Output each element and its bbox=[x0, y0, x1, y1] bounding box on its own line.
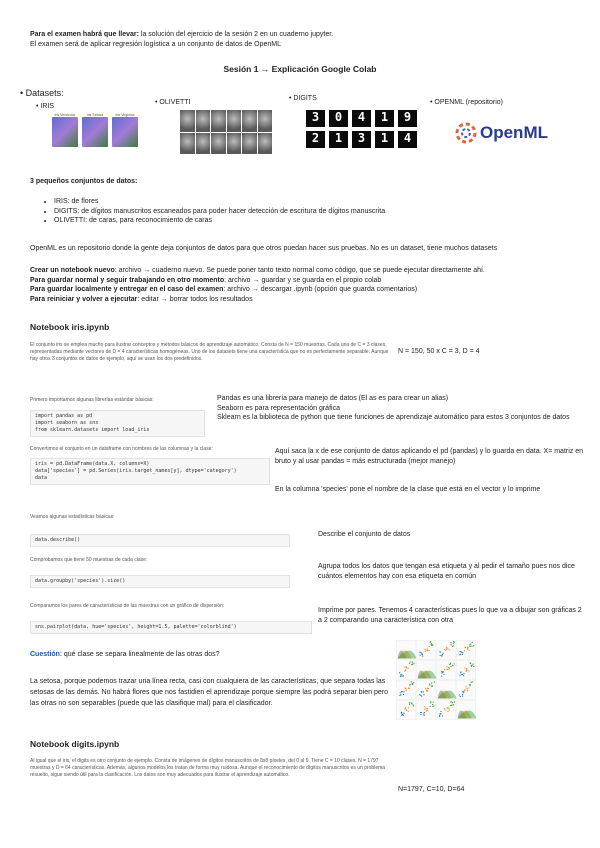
scatter-point bbox=[404, 709, 405, 710]
scatter-point bbox=[463, 673, 464, 674]
scatter-point bbox=[462, 652, 463, 653]
scatter-point bbox=[408, 707, 409, 708]
load-note: Aquí saca la x de ese conjunto de datos aplicando el pd (pandas) y lo guarda en data. X= matriz en bruto y al usar pandas = más estructurada (mejor manejo) bbox=[275, 448, 584, 465]
digits-notebook-desc: Al igual que el iris, el digits es otro conjunto de ejemplo. Consta de imágenes de dígitos manuscritos de 8x8 píxeles, del 0 al 9. Tiene C = 10 clases, N = 1797 muestras y D = 64 características. Además, algunos modelos los tratan de forma muy ruidosa. Aunque el reconocimiento de dígitos manuscritos es un problema resuelto, sigue siendo útil para la clasificación. Los datos son muy adecuados para ilustrar el aprendizaje automático. bbox=[30, 758, 386, 778]
pairplot-cell bbox=[437, 661, 456, 680]
scatter-point bbox=[423, 691, 424, 692]
scatter-point bbox=[427, 650, 428, 651]
scatter-point bbox=[442, 672, 443, 673]
code-line: import seaborn as sns bbox=[35, 420, 99, 426]
scatter-point bbox=[461, 674, 462, 675]
scatter-point bbox=[439, 713, 440, 714]
iris-thumbs bbox=[52, 113, 142, 158]
scatter-point bbox=[422, 654, 423, 655]
scatter-point bbox=[428, 688, 429, 689]
scatter-point bbox=[413, 704, 414, 705]
scatter-point bbox=[440, 655, 441, 656]
scatter-point bbox=[453, 643, 454, 644]
scatter-point bbox=[471, 666, 472, 667]
scatter-point bbox=[461, 652, 462, 653]
scatter-point bbox=[463, 675, 464, 676]
scatter-point bbox=[419, 694, 420, 695]
scatter-point bbox=[430, 702, 431, 703]
scatter-point bbox=[427, 690, 428, 691]
scatter-point bbox=[445, 650, 446, 651]
iris-versicolor-image bbox=[52, 117, 78, 147]
scatter-point bbox=[460, 654, 461, 655]
scatter-point bbox=[454, 701, 455, 702]
digit-glyph: 1 bbox=[329, 131, 348, 148]
iris-caption: Iris Setosa bbox=[86, 113, 104, 117]
scatter-point bbox=[412, 663, 413, 664]
iris-ncd: N = 150, 50 x C = 3, D = 4 bbox=[398, 348, 480, 355]
scatter-point bbox=[449, 649, 450, 650]
scatter-point bbox=[468, 650, 469, 651]
exam-note-bold: Para el examen habrá que llevar: bbox=[30, 31, 139, 38]
scatter-point bbox=[452, 665, 453, 666]
scatter-point bbox=[412, 661, 413, 662]
digit-glyph: 4 bbox=[352, 110, 371, 127]
scatter-point bbox=[400, 674, 401, 675]
scatter-point bbox=[402, 691, 403, 692]
scatter-point bbox=[424, 706, 425, 707]
scatter-point bbox=[430, 701, 431, 702]
pairplot-cell bbox=[457, 661, 476, 680]
scatter-point bbox=[444, 649, 445, 650]
species-note: En la columna 'species' pone el nombre de la clase que está en el vector y lo imprime bbox=[275, 486, 541, 493]
scatter-point bbox=[408, 711, 409, 712]
digits-label: • DIGITS bbox=[289, 95, 317, 102]
small-sets-title: 3 pequeños conjuntos de datos: bbox=[30, 178, 138, 185]
scatter-point bbox=[406, 666, 407, 667]
scatter-point bbox=[471, 646, 472, 647]
exam-note-rest: la solución del ejercicio de la sesión 2 en un cuaderno jupyter. bbox=[138, 31, 334, 38]
scatter-point bbox=[401, 712, 402, 713]
iris-caption: Iris Versicolor bbox=[54, 113, 76, 117]
scatter-point bbox=[400, 692, 401, 693]
scatter-point bbox=[470, 643, 471, 644]
scatter-point bbox=[459, 654, 460, 655]
colab-step: Crear un notebook nuevo: archivo → cuaderno nuevo. Se puede poner tanto texto normal como código, que se puede ejecutar directamente ahí. bbox=[30, 267, 485, 274]
scatter-point bbox=[446, 649, 447, 650]
scatter-point bbox=[401, 674, 402, 675]
code-line: from sklearn.datasets import load_iris bbox=[35, 427, 150, 433]
scatter-point bbox=[421, 691, 422, 692]
colab-steps bbox=[30, 266, 585, 304]
scatter-point bbox=[404, 666, 405, 667]
scatter-point bbox=[454, 642, 455, 643]
scatter-point bbox=[462, 694, 463, 695]
scatter-point bbox=[405, 669, 406, 670]
scatter-point bbox=[462, 654, 463, 655]
scatter-point bbox=[459, 694, 460, 695]
scatter-point bbox=[465, 647, 466, 648]
pair-note: Imprime por pares. Tenemos 4 características pues lo que va a dibujar son gráficas 2 a 2 comparando una característica con otra bbox=[318, 607, 582, 624]
pairplot-image bbox=[396, 640, 478, 722]
scatter-point bbox=[464, 667, 465, 668]
scatter-point bbox=[441, 676, 442, 677]
stats-code-cell[interactable]: data.describe() bbox=[30, 534, 290, 547]
pairplot-cell bbox=[417, 641, 436, 660]
scatter-point bbox=[451, 644, 452, 645]
scatter-point bbox=[472, 681, 473, 682]
scatter-point bbox=[419, 652, 420, 653]
digit-glyph: 0 bbox=[329, 110, 348, 127]
scatter-point bbox=[467, 687, 468, 688]
load-code-cell[interactable] bbox=[30, 458, 270, 485]
scatter-point bbox=[403, 694, 404, 695]
pairplot-cell bbox=[417, 701, 436, 720]
scatter-point bbox=[470, 682, 471, 683]
scatter-point bbox=[464, 650, 465, 651]
digit-glyph: 4 bbox=[398, 131, 417, 148]
iris-virginica-image bbox=[112, 117, 138, 147]
exam-note-line2: El examen será de aplicar regresión logística a un conjunto de datos de OpenML bbox=[30, 40, 281, 48]
scatter-point bbox=[399, 695, 400, 696]
code-line: import pandas as pd bbox=[35, 413, 93, 419]
stats-label: Veamos algunas estadísticas básicas: bbox=[30, 514, 115, 520]
scatter-point bbox=[430, 706, 431, 707]
scatter-point bbox=[404, 671, 405, 672]
digits-notebook-heading: Notebook digits.ipynb bbox=[30, 739, 120, 749]
scatter-point bbox=[413, 663, 414, 664]
colab-step: Para guardar localmente y entregar en el caso del examen: archivo → descargar .ipynb (opción que guarda comentarios) bbox=[30, 286, 418, 293]
small-sets-list bbox=[40, 197, 580, 226]
scatter-point bbox=[413, 705, 414, 706]
scatter-point bbox=[409, 702, 410, 703]
scatter-point bbox=[409, 663, 410, 664]
scatter-point bbox=[450, 666, 451, 667]
count-label: Comprobamos que tiene 50 muestras de cada clase: bbox=[30, 557, 148, 563]
scatter-point bbox=[430, 641, 431, 642]
scatter-point bbox=[421, 695, 422, 696]
scatter-point bbox=[466, 668, 467, 669]
scatter-point bbox=[411, 681, 412, 682]
scatter-point bbox=[427, 688, 428, 689]
digit-glyph: 3 bbox=[352, 131, 371, 148]
openml-mark-icon bbox=[455, 122, 477, 144]
scatter-point bbox=[459, 651, 460, 652]
scatter-point bbox=[466, 670, 467, 671]
iris-caption: Iris Virginica bbox=[115, 113, 135, 117]
pairplot-cell bbox=[417, 681, 436, 700]
scatter-point bbox=[399, 672, 400, 673]
scatter-point bbox=[473, 645, 474, 646]
scatter-point bbox=[473, 663, 474, 664]
scatter-point bbox=[450, 701, 451, 702]
digit-glyph: 1 bbox=[375, 110, 394, 127]
code-line: data bbox=[35, 475, 48, 481]
list-item: • DIGITS: de dígitos manuscritos escaneados para poder hacer detección de escritura de dígitos manuscrita bbox=[54, 207, 580, 217]
scatter-point bbox=[465, 686, 466, 687]
count-code-cell[interactable]: data.groupby('species').size() bbox=[30, 575, 290, 588]
digit-glyph: 2 bbox=[306, 131, 325, 148]
scatter-point bbox=[403, 713, 404, 714]
scatter-point bbox=[446, 669, 447, 670]
scatter-point bbox=[423, 714, 424, 715]
load-label: Convertimos el conjunto en un dataframe con nombres de las columnas y la clase: bbox=[30, 446, 213, 452]
scatter-point bbox=[427, 710, 428, 711]
scatter-point bbox=[453, 704, 454, 705]
openml-description: OpenML es un repositorio donde la gente deja conjuntos de datos para que otros puedan hacer sus pruebas. No es un dataset, tiene muchos datasets bbox=[30, 245, 498, 252]
scatter-point bbox=[446, 647, 447, 648]
colab-step: Para reiniciar y volver a ejecutar: editar → borrar todos los resultados bbox=[30, 295, 253, 303]
scatter-point bbox=[427, 708, 428, 709]
scatter-point bbox=[402, 675, 403, 676]
scatter-point bbox=[419, 655, 420, 656]
scatter-point bbox=[420, 714, 421, 715]
scatter-point bbox=[466, 688, 467, 689]
iris-label: • IRIS bbox=[36, 103, 55, 110]
scatter-point bbox=[442, 654, 443, 655]
page-title: Sesión 1 → Explicación Google Colab bbox=[223, 64, 377, 74]
scatter-point bbox=[442, 715, 443, 716]
iris-setosa-image bbox=[82, 117, 108, 147]
import-notes: Pandas es una librería para manejo de datos (El as es para crear un alias) Seaborn es para representación gráfica Sklearn es la biblioteca de python que tiene funciones de aprendizaje automático para estos 3 conjuntos de datos bbox=[217, 395, 570, 421]
exam-note bbox=[30, 30, 575, 49]
scatter-point bbox=[446, 707, 447, 708]
scatter-point bbox=[406, 709, 407, 710]
scatter-point bbox=[447, 711, 448, 712]
scatter-point bbox=[463, 691, 464, 692]
iris-notebook-heading: Notebook iris.ipynb bbox=[30, 322, 110, 332]
list-item: • IRIS: de flores bbox=[54, 197, 580, 207]
scatter-point bbox=[432, 704, 433, 705]
scatter-point bbox=[471, 665, 472, 666]
scatter-point bbox=[407, 668, 408, 669]
scatter-point bbox=[420, 652, 421, 653]
scatter-point bbox=[470, 663, 471, 664]
scatter-point bbox=[454, 663, 455, 664]
openml-wordmark: OpenML bbox=[480, 123, 548, 142]
scatter-point bbox=[459, 675, 460, 676]
scatter-point bbox=[449, 664, 450, 665]
scatter-point bbox=[473, 666, 474, 667]
scatter-point bbox=[462, 696, 463, 697]
scatter-point bbox=[462, 691, 463, 692]
scatter-point bbox=[441, 655, 442, 656]
import-label: Primero importamos algunas librerías estándar básicas: bbox=[30, 397, 154, 403]
scatter-point bbox=[427, 648, 428, 649]
openml-label: • OPENML (repositorio) bbox=[430, 99, 503, 106]
scatter-point bbox=[451, 705, 452, 706]
scatter-point bbox=[434, 682, 435, 683]
scatter-point bbox=[468, 670, 469, 671]
scatter-point bbox=[410, 661, 411, 662]
scatter-point bbox=[425, 651, 426, 652]
count-note: Agrupa todos los datos que tengan esa etiqueta y al pedir el tamaño pues nos dice cuántos elementos hay con esa etiqueta en común bbox=[318, 563, 575, 580]
olivetti-faces bbox=[180, 110, 272, 154]
scatter-point bbox=[413, 682, 414, 683]
scatter-point bbox=[462, 674, 463, 675]
import-code-cell[interactable] bbox=[30, 410, 205, 437]
scatter-point bbox=[409, 685, 410, 686]
scatter-point bbox=[423, 712, 424, 713]
scatter-point bbox=[432, 706, 433, 707]
scatter-point bbox=[423, 694, 424, 695]
scatter-point bbox=[448, 667, 449, 668]
scatter-point bbox=[431, 644, 432, 645]
scatter-point bbox=[467, 649, 468, 650]
scatter-point bbox=[425, 688, 426, 689]
scatter-point bbox=[405, 707, 406, 708]
code-line: iris = pd.DataFrame(data.X, columns=X) bbox=[35, 461, 150, 467]
code-line: data['species'] = pd.Series(iris.target_names[y], dtype='category') bbox=[35, 468, 237, 474]
scatter-point bbox=[424, 709, 425, 710]
scatter-point bbox=[401, 691, 402, 692]
scatter-point bbox=[429, 650, 430, 651]
datasets-header: • Datasets: bbox=[20, 88, 64, 98]
list-item: • OLIVETTI: de caras, para reconocimiento de caras bbox=[54, 216, 580, 226]
scatter-point bbox=[444, 669, 445, 670]
scatter-point bbox=[440, 651, 441, 652]
scatter-point bbox=[432, 685, 433, 686]
colab-step: Para guardar normal y seguir trabajando en otro momento: archivo → guardar y se guarda en el propio colab bbox=[30, 276, 382, 284]
scatter-point bbox=[429, 684, 430, 685]
scatter-point bbox=[400, 676, 401, 677]
scatter-point bbox=[445, 709, 446, 710]
scatter-point bbox=[467, 647, 468, 648]
scatter-point bbox=[430, 642, 431, 643]
scatter-point bbox=[443, 653, 444, 654]
scatter-point bbox=[460, 671, 461, 672]
scatter-point bbox=[406, 689, 407, 690]
digits-ncd: N=1797, C=10, D=64 bbox=[398, 786, 465, 793]
scatter-point bbox=[449, 709, 450, 710]
digits-samples bbox=[306, 110, 424, 148]
scatter-point bbox=[443, 674, 444, 675]
scatter-point bbox=[467, 690, 468, 691]
stats-note: Describe el conjunto de datos bbox=[318, 531, 411, 538]
olivetti-label: • OLIVETTI bbox=[155, 99, 191, 106]
digit-glyph: 3 bbox=[306, 110, 325, 127]
scatter-point bbox=[440, 711, 441, 712]
scatter-point bbox=[469, 684, 470, 685]
scatter-point bbox=[463, 692, 464, 693]
scatter-point bbox=[450, 642, 451, 643]
scatter-point bbox=[421, 712, 422, 713]
scatter-point bbox=[431, 683, 432, 684]
scatter-point bbox=[446, 666, 447, 667]
pair-label: Comparamos los pares de características de las muestras con un gráfico de dispersión: bbox=[30, 603, 225, 609]
digit-glyph: 1 bbox=[375, 131, 394, 148]
scatter-point bbox=[402, 714, 403, 715]
openml-logo bbox=[455, 122, 548, 144]
scatter-point bbox=[472, 642, 473, 643]
scatter-point bbox=[400, 694, 401, 695]
scatter-point bbox=[448, 708, 449, 709]
answer: La setosa, porque podemos trazar una línea recta, casi con cualquiera de las características, que separa todas las setosas de las demás. No habrá flores que nos fastidien el aprendizaje porque siempre las podrá separar bien pero las otras no son separables (puede que las clasifique mal) para el clasificador. bbox=[30, 678, 388, 707]
scatter-point bbox=[426, 708, 427, 709]
digit-glyph: 9 bbox=[398, 110, 417, 127]
scatter-point bbox=[464, 690, 465, 691]
scatter-point bbox=[422, 656, 423, 657]
scatter-point bbox=[403, 691, 404, 692]
scatter-point bbox=[403, 715, 404, 716]
scatter-point bbox=[444, 708, 445, 709]
scatter-point bbox=[411, 702, 412, 703]
scatter-point bbox=[412, 684, 413, 685]
scatter-point bbox=[469, 644, 470, 645]
scatter-point bbox=[460, 696, 461, 697]
scatter-point bbox=[452, 646, 453, 647]
scatter-point bbox=[420, 712, 421, 713]
scatter-point bbox=[469, 646, 470, 647]
scatter-point bbox=[429, 646, 430, 647]
scatter-point bbox=[409, 703, 410, 704]
pairplot-cell bbox=[457, 681, 476, 700]
scatter-point bbox=[447, 648, 448, 649]
scatter-point bbox=[439, 716, 440, 717]
iris-notebook-desc: El conjunto iris se emplea mucho para ilustrar conceptos y métodos básicos de aprendizaje automático. Consta de N = 150 muestras. Cada una de C = 3 clases, representadas mediante vectores de D = 4 características homogéneas. Uno de los datasets tiene una característica que no es perfectamente separable. Aunque hay otros 3 conjuntos de datos de ejemplo, aquí se usan los dos predefinidos. bbox=[30, 342, 389, 362]
pairplot-cell bbox=[457, 641, 476, 660]
scatter-point bbox=[401, 675, 402, 676]
pair-code-cell[interactable]: sns.pairplot(data, hue='species', height=1.5, palette='colorblind') bbox=[30, 621, 312, 634]
scatter-point bbox=[452, 702, 453, 703]
scatter-point bbox=[410, 684, 411, 685]
scatter-point bbox=[433, 702, 434, 703]
scatter-point bbox=[409, 688, 410, 689]
scatter-point bbox=[425, 649, 426, 650]
question: Cuestión: qué clase se separa linealmente de las otras dos? bbox=[30, 651, 220, 658]
scatter-point bbox=[405, 687, 406, 688]
scatter-point bbox=[450, 663, 451, 664]
